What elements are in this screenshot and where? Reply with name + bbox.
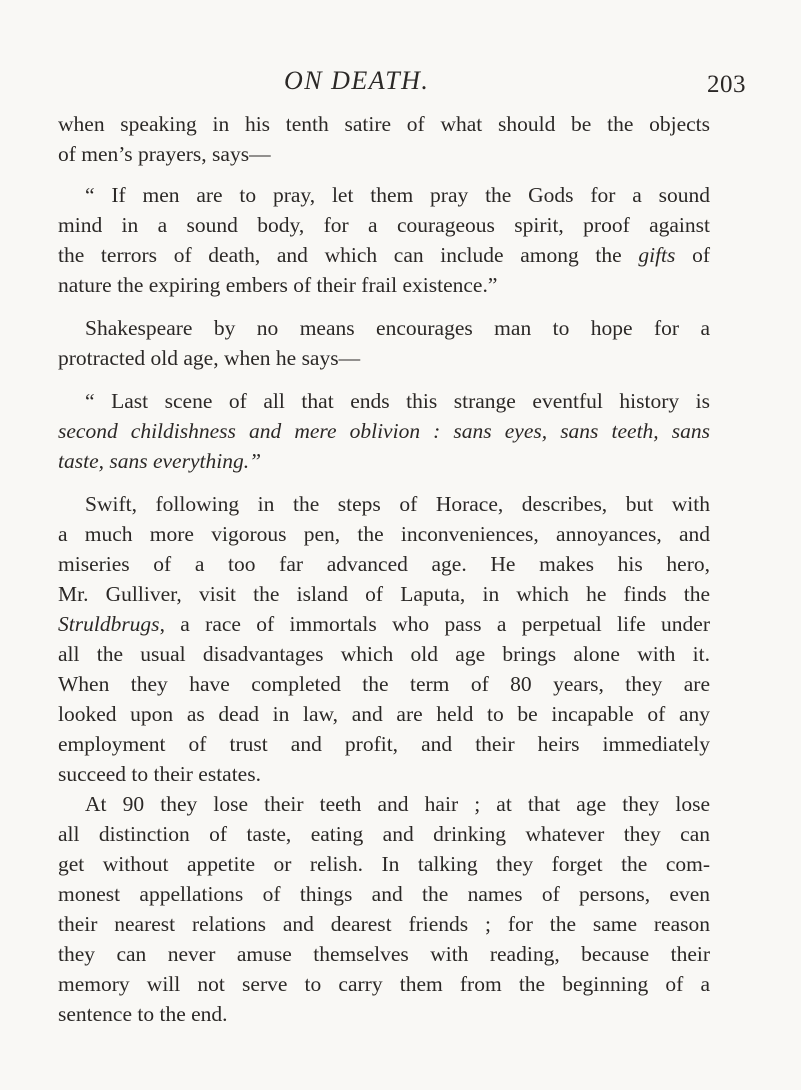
spacer: [58, 300, 710, 313]
quotation-shakespeare: [58, 386, 710, 476]
quotation-juvenal: [58, 180, 710, 300]
text-line: mind in a sound body, for a courageous spirit, proof against: [58, 213, 710, 237]
text-line: a much more vigorous pen, the inconveniences, annoyances, and: [58, 522, 710, 546]
text-line: At 90 they lose their teeth and hair ; at that age they lose: [85, 792, 710, 816]
paragraph-swift: [58, 489, 710, 789]
text-line: of men’s prayers, says—: [58, 142, 271, 166]
text-line: Swift, following in the steps of Horace, describes, but with: [85, 492, 710, 516]
text-run: the terrors of death, and which can include among the: [58, 243, 639, 267]
running-head: [0, 66, 801, 100]
page-number: 203: [707, 71, 746, 98]
text-line: they can never amuse themselves with reading, because their: [58, 942, 710, 966]
text-line: second childishness and mere oblivion : sans eyes, sans teeth, sans: [58, 419, 710, 443]
text-line: when speaking in his tenth satire of what should be the objects: [58, 112, 710, 136]
text-line: Shakespeare by no means encourages man to hope for a: [85, 316, 710, 340]
text-line: employment of trust and profit, and their heirs immediately: [58, 732, 710, 756]
text-line: their nearest relations and dearest friends ; for the same reason: [58, 912, 710, 936]
text-line: Mr. Gulliver, visit the island of Laputa, in which he finds the: [58, 582, 710, 606]
text-run: , a race of immortals who pass a perpetual life under: [159, 612, 710, 636]
running-title: ON DEATH.: [284, 66, 430, 95]
text-line: all the usual disadvantages which old age brings alone with it.: [58, 642, 710, 666]
text-run: of: [675, 243, 710, 267]
body-text: [58, 109, 710, 1029]
paragraph-shakespeare: [58, 313, 710, 373]
italic-term: gifts: [638, 243, 676, 267]
text-line: nature the expiring embers of their frail existence.”: [58, 273, 498, 297]
text-line: monest appellations of things and the names of persons, even: [58, 882, 710, 906]
italic-term: Struldbrugs: [58, 612, 160, 636]
text-line: all distinction of taste, eating and drinking whatever they can: [58, 822, 710, 846]
text-line: looked upon as dead in law, and are held to be incapable of any: [58, 702, 710, 726]
text-line: “ Last scene of all that ends this strange eventful history is: [85, 389, 710, 413]
text-line: sentence to the end.: [58, 1002, 228, 1026]
text-line: get without appetite or relish. In talking they forget the com-: [58, 852, 710, 876]
text-line: succeed to their estates.: [58, 762, 261, 786]
text-line: memory will not serve to carry them from the beginning of a: [58, 972, 710, 996]
text-line: miseries of a too far advanced age. He makes his hero,: [58, 552, 710, 576]
text-line: [58, 609, 710, 639]
text-line: When they have completed the term of 80 years, they are: [58, 672, 710, 696]
spacer: [58, 476, 710, 489]
spacer: [58, 373, 710, 386]
text-line: protracted old age, when he says—: [58, 346, 361, 370]
paragraph-continuation: [58, 109, 710, 169]
paragraph-age-ninety: [58, 789, 710, 1029]
spacer: [58, 169, 710, 180]
text-line: taste, sans everything.”: [58, 449, 262, 473]
text-line: [58, 240, 710, 270]
text-line: “ If men are to pray, let them pray the Gods for a sound: [85, 183, 710, 207]
